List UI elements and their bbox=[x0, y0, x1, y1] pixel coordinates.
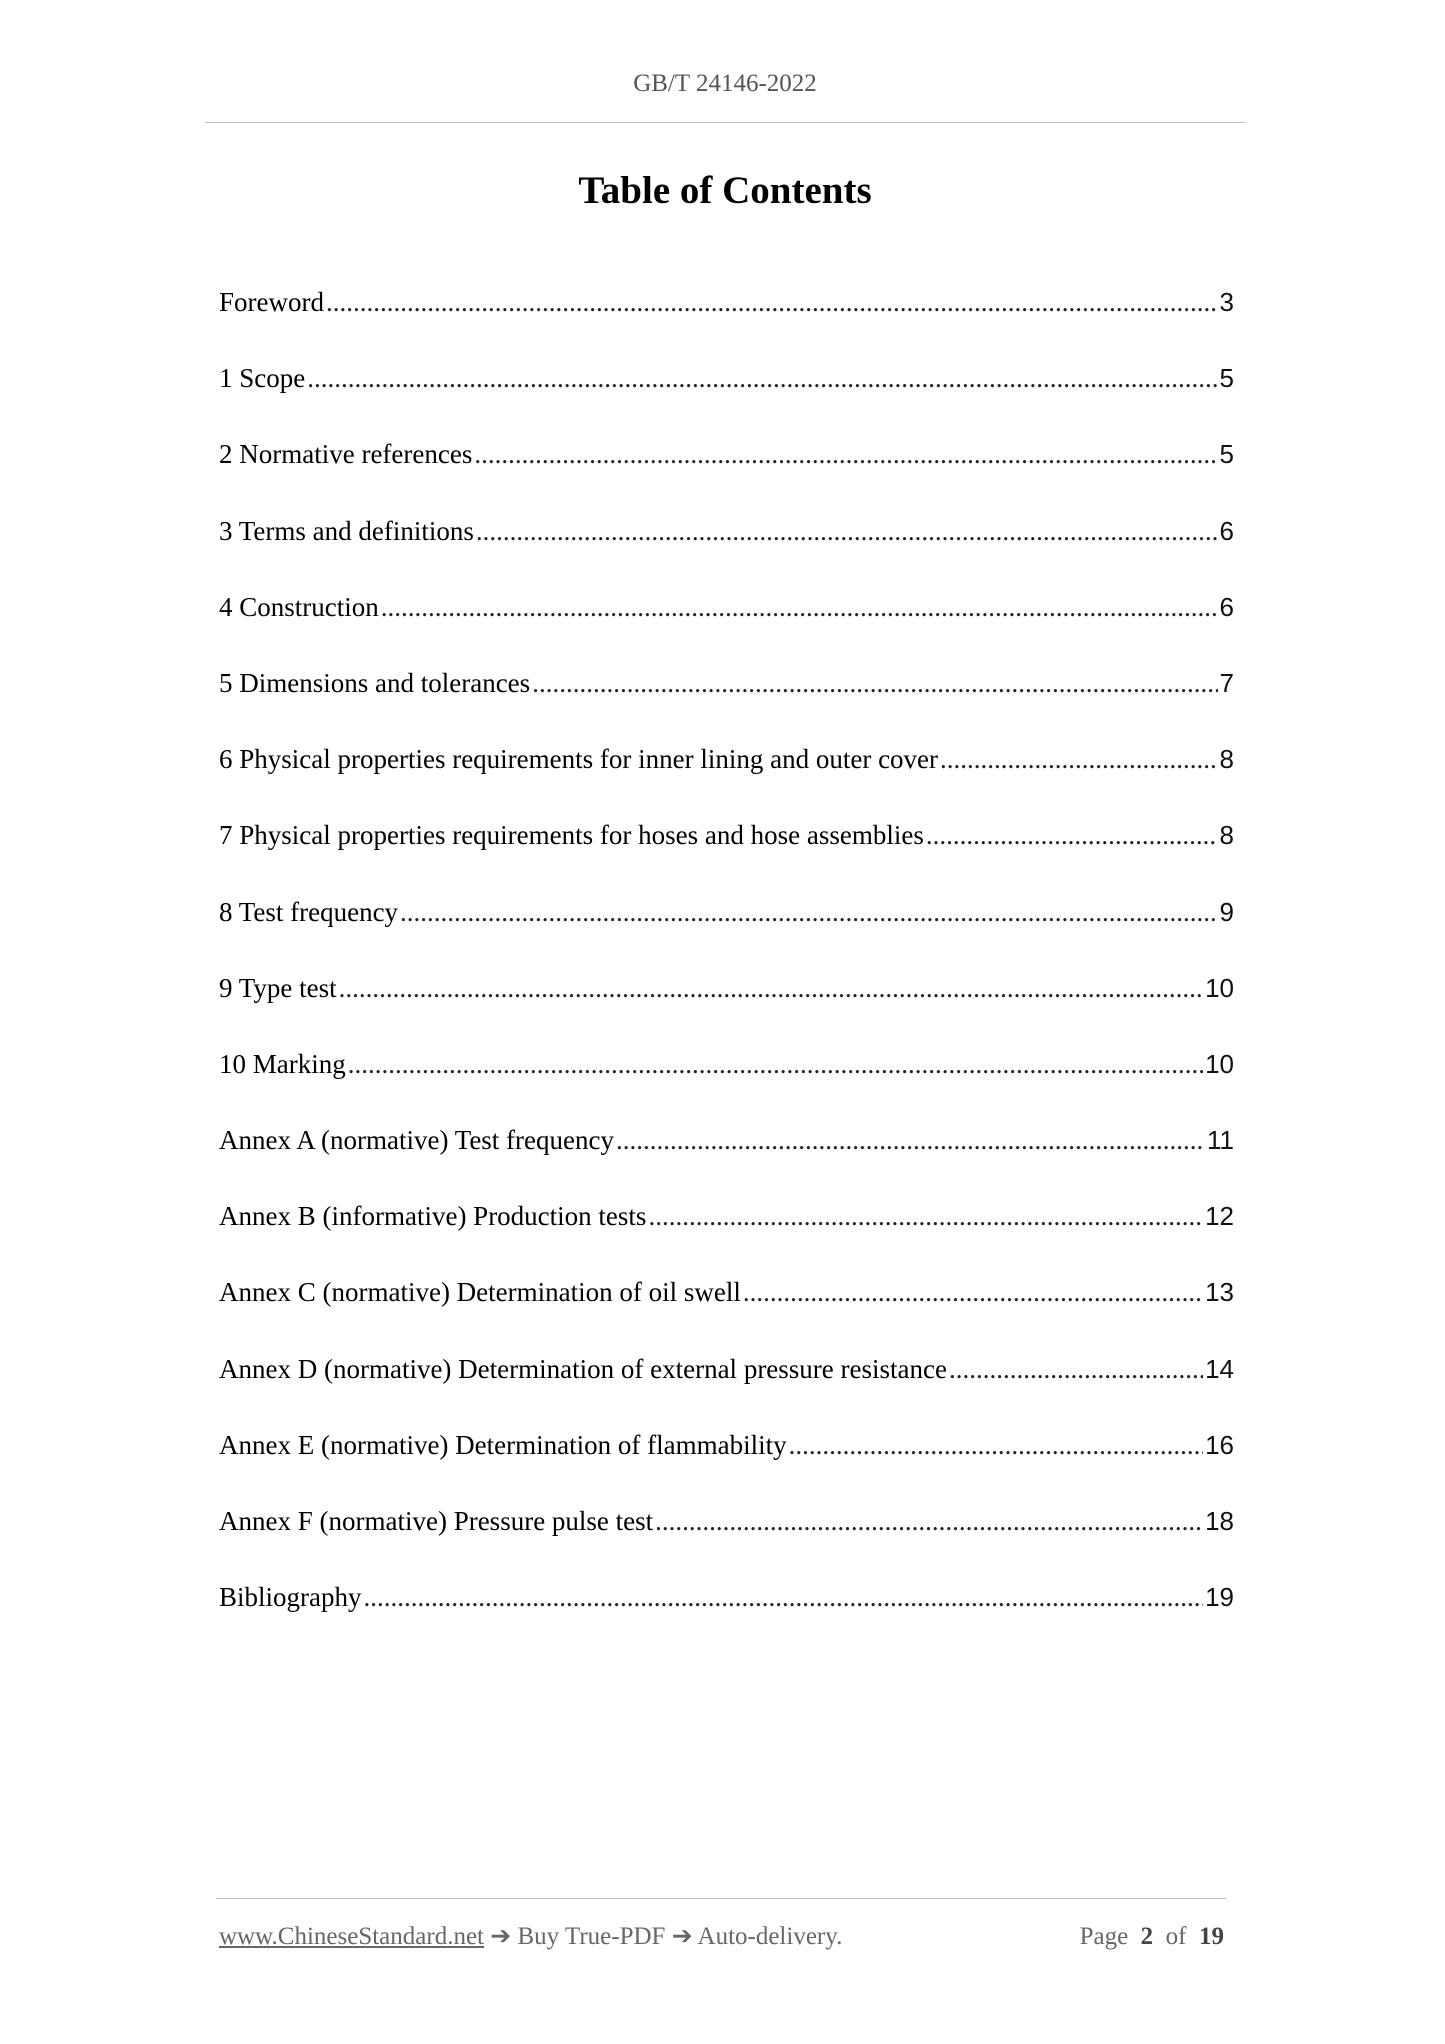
toc-dot-leader bbox=[348, 1049, 1203, 1080]
toc-dot-leader bbox=[949, 1354, 1203, 1385]
header-divider bbox=[205, 122, 1245, 123]
toc-entry[interactable] bbox=[219, 668, 1234, 744]
toc-entry-page-number: 14 bbox=[1205, 1353, 1234, 1384]
toc-entry[interactable] bbox=[219, 820, 1234, 896]
toc-entry[interactable] bbox=[219, 516, 1234, 592]
toc-dot-leader bbox=[743, 1277, 1203, 1308]
toc-entry-page-number: 12 bbox=[1205, 1201, 1234, 1232]
toc-entry[interactable] bbox=[219, 1430, 1234, 1506]
toc-dot-leader bbox=[474, 439, 1217, 470]
toc-dot-leader bbox=[381, 592, 1218, 623]
toc-entry-page-number: 5 bbox=[1219, 439, 1234, 470]
toc-dot-leader bbox=[532, 668, 1217, 699]
toc-entry-title: 5 Dimensions and tolerances bbox=[219, 667, 531, 698]
toc-entry[interactable] bbox=[219, 973, 1234, 1049]
toc-entry-page-number: 13 bbox=[1205, 1277, 1234, 1308]
toc-entry-title: Annex D (normative) Determination of external pressure resistance bbox=[219, 1353, 947, 1384]
toc-entry-title: Annex C (normative) Determination of oil swell bbox=[219, 1277, 741, 1308]
toc-entry[interactable] bbox=[219, 1277, 1234, 1353]
toc-entry-title: 8 Test frequency bbox=[219, 896, 399, 927]
toc-dot-leader bbox=[789, 1430, 1203, 1461]
toc-entry-page-number: 8 bbox=[1219, 820, 1234, 851]
toc-dot-leader bbox=[648, 1201, 1203, 1232]
toc-dot-leader bbox=[339, 973, 1203, 1004]
toc-entry-page-number: 10 bbox=[1205, 972, 1234, 1003]
toc-entry-page-number: 9 bbox=[1219, 896, 1234, 927]
toc-entry[interactable] bbox=[219, 897, 1234, 973]
toc-entry-title: Annex E (normative) Determination of flammability bbox=[219, 1429, 787, 1460]
toc-entry-title: Annex A (normative) Test frequency bbox=[219, 1125, 614, 1156]
toc-entry-title: Annex B (informative) Production tests bbox=[219, 1201, 647, 1232]
toc-entry[interactable] bbox=[219, 363, 1234, 439]
total-pages-number: 19 bbox=[1199, 1923, 1224, 1950]
standard-code: GB/T 24146-2022 bbox=[633, 70, 817, 97]
document-header bbox=[205, 70, 1245, 98]
toc-entry-page-number: 6 bbox=[1219, 591, 1234, 622]
website-link[interactable]: www.ChineseStandard.net bbox=[219, 1923, 484, 1950]
toc-entry-page-number: 6 bbox=[1219, 515, 1234, 546]
toc-entry-title: 7 Physical properties requirements for hoses and hose assemblies bbox=[219, 820, 924, 851]
toc-dot-leader bbox=[307, 363, 1217, 394]
arrow-icon: ➔ bbox=[671, 1923, 693, 1950]
toc-entry-page-number: 18 bbox=[1205, 1506, 1234, 1536]
toc-entry[interactable] bbox=[219, 1506, 1234, 1582]
toc-dot-leader bbox=[364, 1582, 1204, 1613]
toc-entry-page-number: 8 bbox=[1219, 744, 1234, 775]
toc-entry[interactable] bbox=[219, 592, 1234, 668]
toc-entry[interactable] bbox=[219, 1582, 1234, 1658]
delivery-text: Auto-delivery. bbox=[697, 1923, 843, 1950]
toc-entry-page-number: 3 bbox=[1219, 287, 1234, 317]
toc-dot-leader bbox=[616, 1125, 1205, 1156]
toc-entry[interactable] bbox=[219, 439, 1234, 515]
toc-entry-page-number: 5 bbox=[1219, 363, 1234, 394]
toc-entry-page-number: 11 bbox=[1207, 1125, 1234, 1156]
toc-entry[interactable] bbox=[219, 1049, 1234, 1125]
page-label: Page bbox=[1079, 1923, 1129, 1950]
toc-entry-page-number: 10 bbox=[1205, 1048, 1234, 1079]
toc-entry-title: Foreword bbox=[219, 287, 324, 317]
toc-entry-title: Annex F (normative) Pressure pulse test bbox=[219, 1506, 654, 1536]
toc-entry-title: 3 Terms and definitions bbox=[219, 515, 474, 546]
toc-entry-title: Bibliography bbox=[219, 1582, 362, 1613]
toc-entry-title: 2 Normative references bbox=[219, 439, 473, 470]
toc-dot-leader bbox=[476, 516, 1218, 547]
toc-entry[interactable] bbox=[219, 1125, 1234, 1201]
toc-dot-leader bbox=[940, 744, 1217, 775]
of-label: of bbox=[1165, 1923, 1187, 1950]
toc-entry-title: 10 Marking bbox=[219, 1048, 346, 1079]
page-title: Table of Contents bbox=[578, 169, 872, 212]
toc-entry[interactable] bbox=[219, 1354, 1234, 1430]
toc-entry-title: 9 Type test bbox=[219, 972, 337, 1003]
toc-dot-leader bbox=[926, 820, 1218, 851]
toc-dot-leader bbox=[400, 897, 1217, 928]
toc-entry-page-number: 7 bbox=[1219, 667, 1234, 698]
toc-entry-page-number: 19 bbox=[1205, 1582, 1234, 1613]
toc-dot-leader bbox=[326, 287, 1218, 318]
toc-entry[interactable] bbox=[219, 1201, 1234, 1277]
toc-entry-title: 4 Construction bbox=[219, 591, 379, 622]
table-of-contents bbox=[219, 287, 1234, 1658]
buy-text: Buy True-PDF bbox=[517, 1923, 666, 1950]
toc-entry-title: 6 Physical properties requirements for inner lining and outer cover bbox=[219, 744, 939, 775]
footer-promo bbox=[219, 1921, 842, 1951]
arrow-icon: ➔ bbox=[490, 1923, 512, 1950]
current-page-number: 2 bbox=[1140, 1923, 1154, 1950]
toc-dot-leader bbox=[655, 1506, 1203, 1537]
page-indicator bbox=[1080, 1923, 1224, 1951]
footer-divider bbox=[216, 1898, 1226, 1899]
toc-entry-title: 1 Scope bbox=[219, 363, 306, 394]
page-footer bbox=[219, 1921, 1224, 1951]
toc-entry[interactable] bbox=[219, 744, 1234, 820]
toc-entry-page-number: 16 bbox=[1205, 1429, 1234, 1460]
toc-entry[interactable] bbox=[219, 287, 1234, 363]
